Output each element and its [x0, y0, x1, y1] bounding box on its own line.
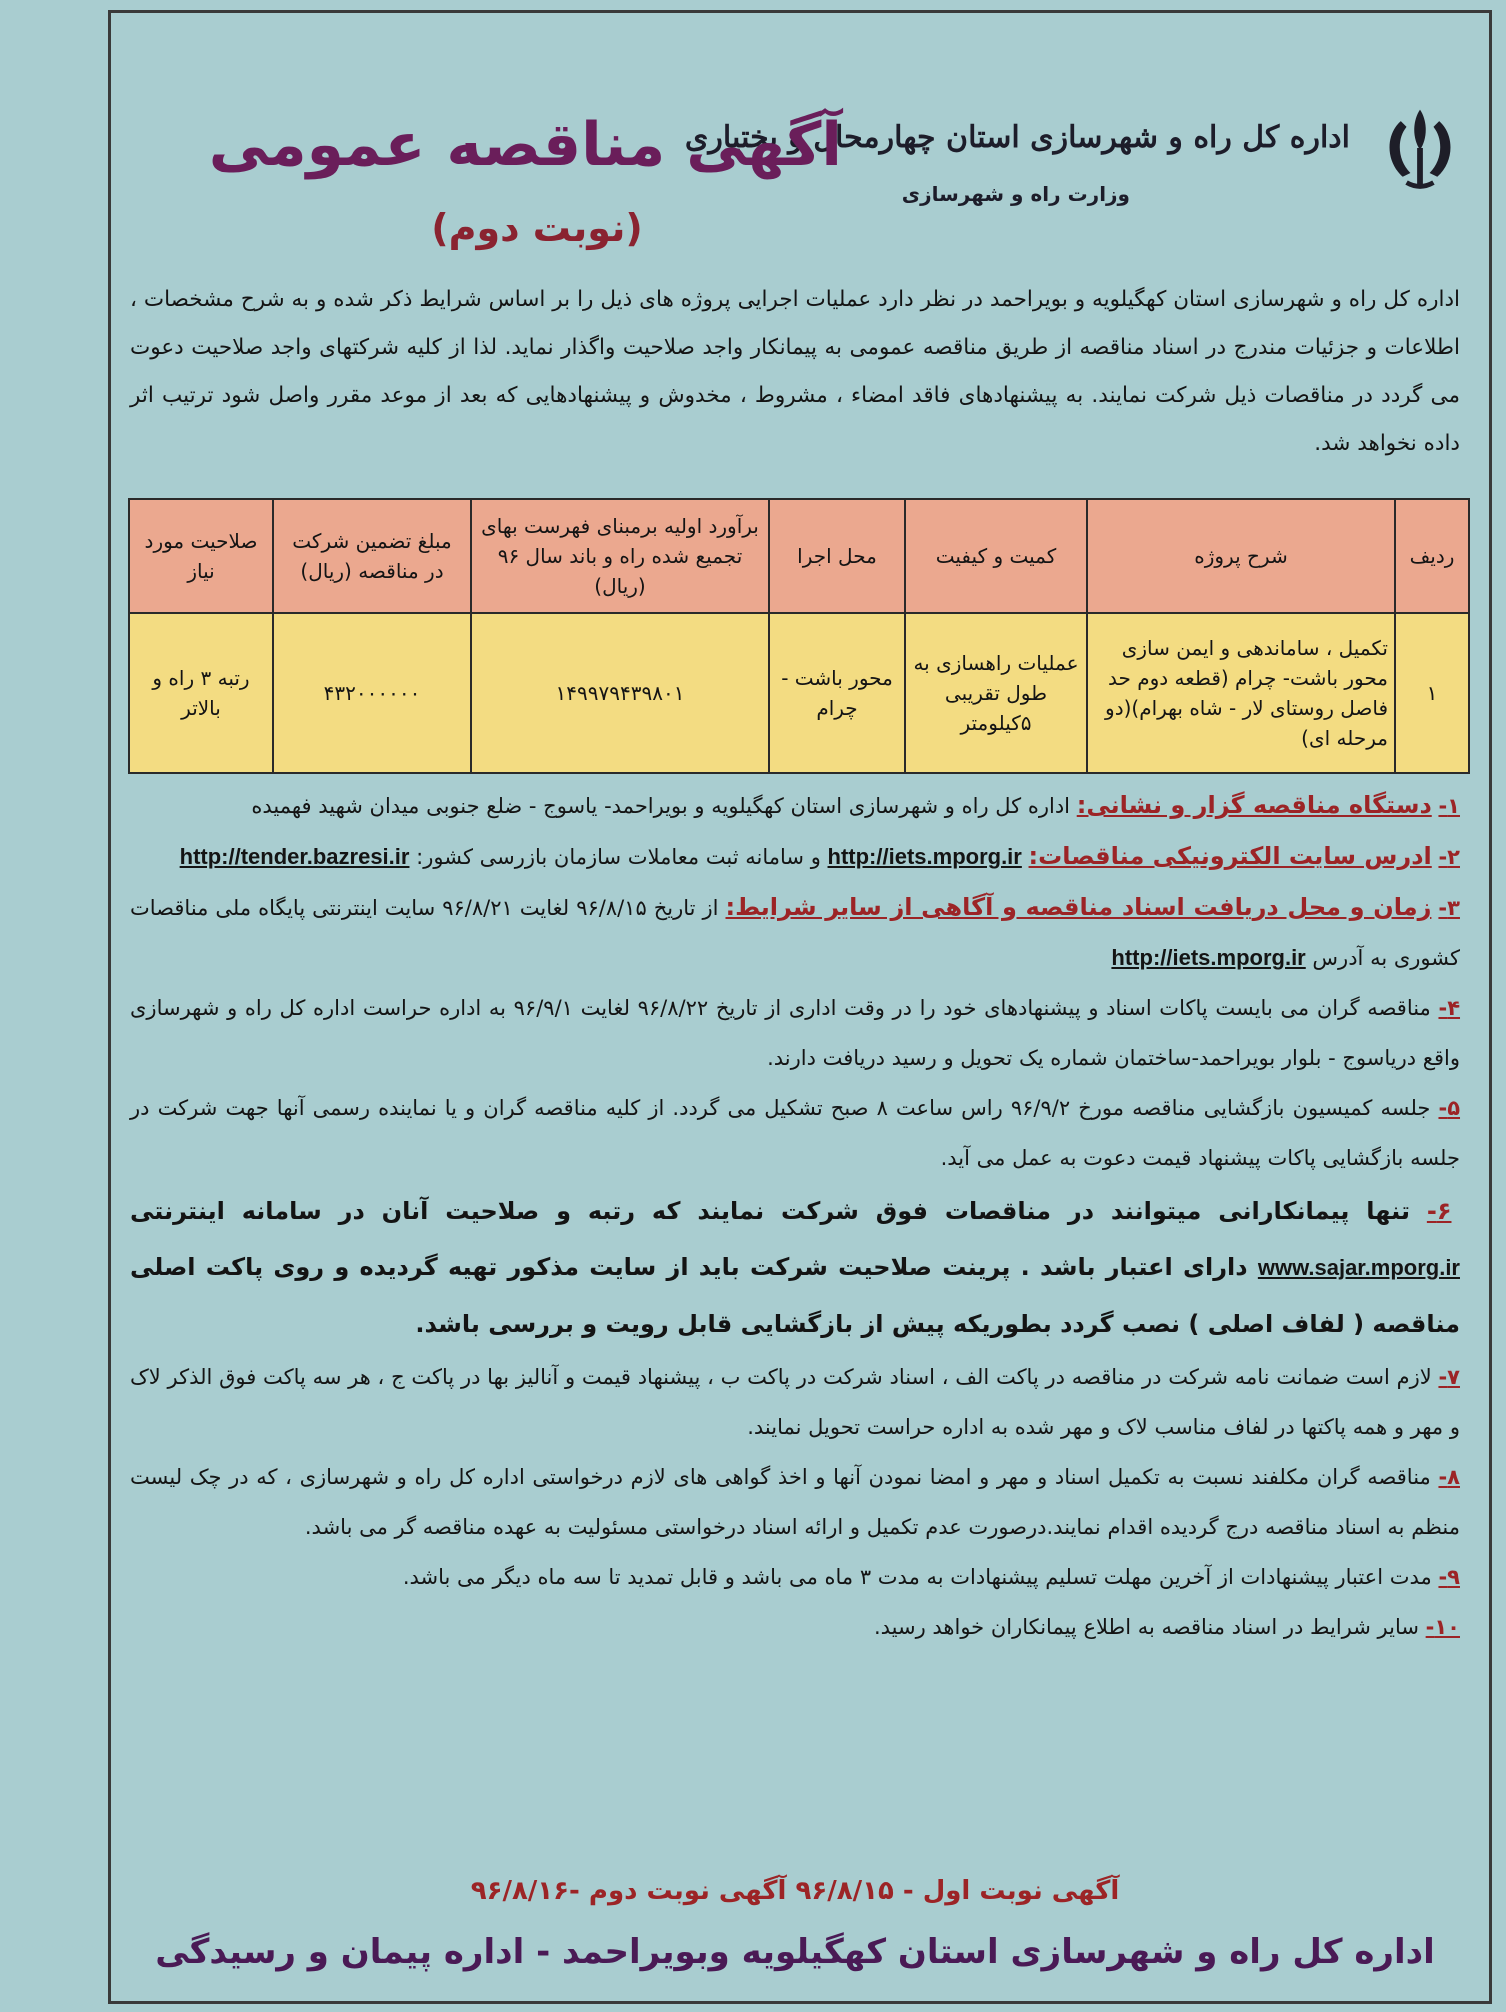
item-number: ۱۰- — [1425, 1615, 1460, 1639]
item-number: ۴- — [1438, 996, 1461, 1020]
cell-guarantee: ۴۳۲۰۰۰۰۰۰ — [273, 613, 471, 773]
header-cell-row-number: ردیف — [1395, 499, 1469, 613]
item-number: ۲- — [1438, 845, 1460, 869]
cell-quantity-quality: عملیات راهسازی به طول تقریبی ۵کیلومتر — [905, 613, 1087, 773]
header-cell-location: محل اجرا — [769, 499, 905, 613]
item-text: و سامانه ثبت معاملات سازمان بازرسی کشور: — [409, 845, 821, 869]
conditions-list — [130, 780, 1460, 1652]
ministry-name: وزارت راه و شهرسازی — [901, 182, 1130, 206]
header — [110, 20, 1490, 250]
item-number: ۹- — [1438, 1565, 1460, 1589]
item-heading: ادرس سایت الکترونیکی مناقصات: — [1028, 842, 1432, 870]
cell-project-description: تکمیل ، ساماندهی و ایمن سازی محور باشت- چرام (قطعه دوم حد فاصل روستای لار - شاه بهرام)(دو مرحله ای) — [1087, 613, 1395, 773]
iran-emblem-icon — [1372, 100, 1468, 196]
tender-table — [128, 498, 1470, 774]
table-header-row — [129, 499, 1469, 613]
iets-link[interactable]: http://iets.mporg.ir — [827, 844, 1022, 869]
list-item — [130, 780, 1460, 831]
header-cell-quantity-quality: کمیت و کیفیت — [905, 499, 1087, 613]
item-text: مناقصه گران مکلفند نسبت به تکمیل اسناد و مهر و امضا نمودن آنها و اخذ گواهی های لازم درخواستی اداره کل راه و شهرسازی ، که در چک لیست منظم به اسناد مناقصه درج گردیده اقدام نمایند.درصورت عدم تکمیل و ارائه اسناد درخواستی مسئولیت به عهده مناقصه گر می باشد. — [130, 1465, 1460, 1539]
item-text: اداره کل راه و شهرسازی استان کهگیلویه و بویراحمد- یاسوج - ضلع جنوبی میدان شهید فهمیده — [251, 794, 1071, 818]
list-item — [130, 1452, 1460, 1552]
item-number: ۳- — [1438, 896, 1460, 920]
item-text: سایر شرایط در اسناد مناقصه به اطلاع پیمانکاران خواهد رسید. — [873, 1615, 1419, 1639]
header-cell-estimate: برآورد اولیه برمبنای فهرست بهای تجمیع شده راه و باند سال ۹۶ (ریال) — [471, 499, 769, 613]
item-number: ۱- — [1438, 794, 1460, 818]
intro-paragraph: اداره کل راه و شهرسازی استان کهگیلویه و بویراحمد در نظر دارد عملیات اجرایی پروژه های ذیل را بر اساس شرایط ذکر شده و به شرح مشخصات ، اطلاعات و جزئیات مندرج در اسناد مناقصه از طریق مناقصه عمومی به پیمانکار واجد صلاحیت واگذار نماید. لذا از کلیه شرکتهای واجد صلاحیت دعوت می گردد در مناقصات ذیل شرکت نمایند. به پیشنهادهای فاقد امضاء ، مشروط ، مخدوش و پیشنهادهایی که بعد از موعد مقرر واصل شود ترتیب اثر داده نخواهد شد. — [130, 287, 1460, 456]
item-text: لازم است ضمانت نامه شرکت در مناقصه در پاکت الف ، اسناد شرکت در پاکت ب ، پیشنهاد قیمت و آنالیز بها در پاکت ج ، هر سه پاکت فوق الذکر لاک و مهر و همه پاکتها در لفاف مناسب لاک و مهر شده به اداره حراست تحویل نمایند. — [130, 1365, 1460, 1439]
cell-qualification: رتبه ۳ راه و بالاتر — [129, 613, 273, 773]
item-heading: دستگاه مناقصه گزار و نشانی: — [1076, 791, 1432, 819]
item-heading: زمان و محل دریافت اسناد مناقصه و آگاهی از سایر شرایط: — [725, 893, 1432, 921]
header-cell-project-description: شرح پروژه — [1087, 499, 1395, 613]
table-row — [129, 613, 1469, 773]
list-item — [130, 882, 1460, 983]
header-cell-qualification: صلاحیت مورد نیاز — [129, 499, 273, 613]
tender-bazresi-link[interactable]: http://tender.bazresi.ir — [179, 844, 410, 869]
cell-row-number: ۱ — [1395, 613, 1469, 773]
list-item — [130, 1602, 1460, 1652]
list-item — [130, 1552, 1460, 1602]
list-item — [130, 1352, 1460, 1452]
item-text: از تاریخ ۹۶/۸/۱۵ لغایت ۹۶/۸/۲۱ سایت اینترنتی پایگاه ملی مناقصات کشوری به آدرس — [130, 896, 1460, 970]
publication-dates: آگهی نوبت اول - ۹۶/۸/۱۵ آگهی نوبت دوم -۹۶/۸/۱۶ — [470, 1876, 1120, 1906]
item-text: مدت اعتبار پیشنهادات از آخرین مهلت تسلیم پیشنهادات به مدت ۳ ماه می باشد و قابل تمدید تا سه ماه دیگر می باشد. — [402, 1565, 1432, 1589]
footer-organization: اداره کل راه و شهرسازی استان کهگیلویه وبویراحمد - اداره پیمان و رسیدگی — [155, 1932, 1435, 1972]
page-title: آگهی مناقصه عمومی — [208, 110, 842, 180]
list-item — [130, 831, 1460, 882]
page-subtitle: (نوبت دوم) — [431, 206, 643, 250]
organization-name: اداره کل راه و شهرسازی استان چهارمحال و بختیاری — [684, 120, 1350, 155]
item-number: ۷- — [1438, 1365, 1460, 1389]
list-item — [130, 1183, 1460, 1352]
item-text: جلسه کمیسیون بازگشایی مناقصه مورخ ۹۶/۹/۲ راس ساعت ۸ صبح تشکیل می گردد. از کلیه مناقصه گران و یا نماینده رسمی آنها جهت شرکت در جلسه بازگشایی پاکات پیشنهاد قیمت دعوت به عمل می آید. — [130, 1096, 1460, 1170]
header-cell-guarantee: مبلغ تضمین شرکت در مناقصه (ریال) — [273, 499, 471, 613]
item-text: دارای اعتبار باشد . پرینت صلاحیت شرکت باید از سایت مذکور تهیه گردیده و روی پاکت اصلی مناقصه ( لفاف اصلی ) نصب گردد بطوریکه پیش از بازگشایی قابل رویت و بررسی باشد. — [130, 1253, 1460, 1338]
cell-location: محور باشت - چرام — [769, 613, 905, 773]
item-text: تنها پیمانکارانی میتوانند در مناقصات فوق شرکت نمایند که رتبه و صلاحیت آنان در سامانه اینترنتی — [130, 1197, 1410, 1225]
item-number: ۶- — [1426, 1197, 1452, 1225]
iets-link[interactable]: http://iets.mporg.ir — [1111, 945, 1306, 970]
list-item — [130, 1083, 1460, 1183]
list-item — [130, 983, 1460, 1083]
cell-estimate: ۱۴۹۹۷۹۴۳۹۸۰۱ — [471, 613, 769, 773]
item-number: ۵- — [1438, 1096, 1461, 1120]
item-text: مناقصه گران می بایست پاکات اسناد و پیشنهادهای خود را در وقت اداری از تاریخ ۹۶/۸/۲۲ لغایت ۹۶/۹/۱ به اداره حراست اداره کل راه و شهرسازی واقع دریاسوج - بلوار بویراحمد-ساختمان شماره یک تحویل و رسید دریافت دارند. — [130, 996, 1460, 1070]
sajar-link[interactable]: www.sajar.mporg.ir — [1257, 1255, 1460, 1280]
item-number: ۸- — [1438, 1465, 1460, 1489]
